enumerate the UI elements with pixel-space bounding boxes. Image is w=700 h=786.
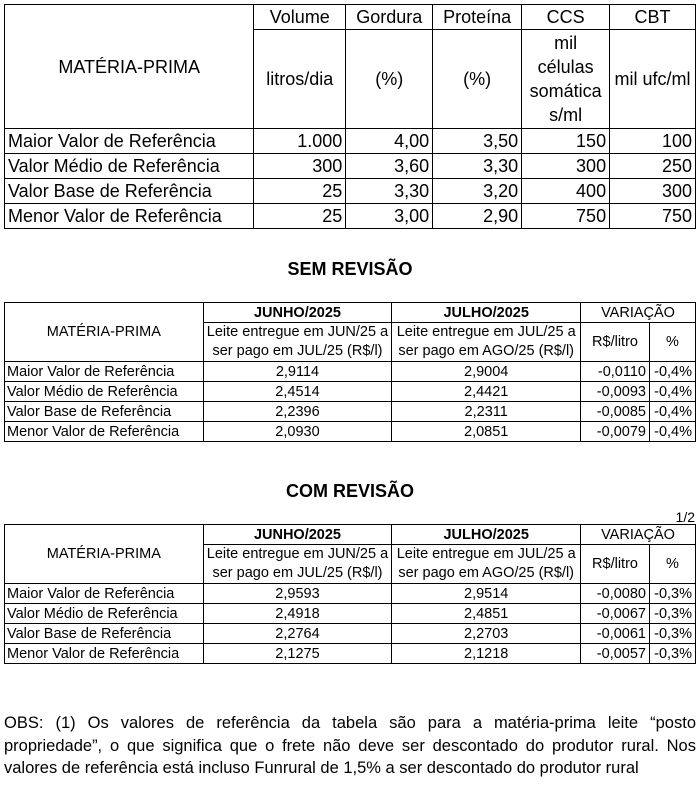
cell-july: 2,0851	[392, 422, 581, 442]
cell-ccs: 300	[522, 154, 610, 179]
col-proteina: Proteína	[433, 5, 522, 30]
table-row	[5, 179, 696, 204]
page-number: 1/2	[675, 509, 695, 525]
month-june: JUNHO/2025	[203, 525, 392, 545]
cell-june: 2,0930	[203, 422, 392, 442]
cell-cbt: 300	[610, 179, 696, 204]
cell-june: 2,9593	[203, 584, 392, 604]
cell-pct: -0,3%	[649, 644, 695, 664]
table-row	[5, 154, 696, 179]
cell-july: 2,2311	[392, 402, 581, 422]
unit-volume: litros/dia	[254, 30, 346, 129]
table-row	[5, 204, 696, 229]
section-title-com-revisao: COM REVISÃO	[285, 481, 414, 501]
materia-prima-header: MATÉRIA-PRIMA	[5, 525, 204, 584]
cell-july: 2,4851	[392, 604, 581, 624]
cell-proteina: 3,20	[433, 179, 522, 204]
cell-variation: -0,0061	[581, 624, 650, 644]
col-ccs: CCS	[522, 5, 610, 30]
cell-pct: -0,4%	[649, 422, 695, 442]
cell-june: 2,1275	[203, 644, 392, 664]
cell-cbt: 250	[610, 154, 696, 179]
month-july: JULHO/2025	[392, 303, 581, 323]
cell-gordura: 4,00	[346, 129, 433, 154]
row-label: Maior Valor de Referência	[5, 362, 204, 382]
row-label: Valor Médio de Referência	[5, 154, 254, 179]
variation-unit-rs: R$/litro	[581, 323, 650, 362]
cell-gordura: 3,00	[346, 204, 433, 229]
cell-june: 2,4514	[203, 382, 392, 402]
row-label: Valor Médio de Referência	[5, 382, 204, 402]
cell-volume: 1.000	[254, 129, 346, 154]
unit-gordura: (%)	[346, 30, 433, 129]
unit-cbt: mil ufc/ml	[610, 30, 696, 129]
cell-july: 2,9514	[392, 584, 581, 604]
cell-volume: 300	[254, 154, 346, 179]
unit-ccs: mil células somática s/ml	[522, 30, 610, 129]
col-cbt: CBT	[610, 5, 696, 30]
row-label: Valor Base de Referência	[5, 624, 204, 644]
col-volume: Volume	[254, 5, 346, 30]
variation-unit-pct: %	[649, 323, 695, 362]
row-label: Menor Valor de Referência	[5, 422, 204, 442]
desc-july: Leite entregue em JUL/25 a ser pago em AGO/25 (R$/l)	[392, 323, 581, 362]
cell-variation: -0,0085	[581, 402, 650, 422]
row-label: Valor Médio de Referência	[5, 604, 204, 624]
cell-proteina: 2,90	[433, 204, 522, 229]
row-label: Valor Base de Referência	[5, 179, 254, 204]
unit-proteina: (%)	[433, 30, 522, 129]
cell-june: 2,2396	[203, 402, 392, 422]
cell-july: 2,1218	[392, 644, 581, 664]
table-row	[5, 129, 696, 154]
cell-ccs: 400	[522, 179, 610, 204]
materia-prima-header: MATÉRIA-PRIMA	[5, 303, 204, 362]
row-label: Menor Valor de Referência	[5, 644, 204, 664]
table-row	[5, 584, 696, 604]
cell-pct: -0,3%	[649, 584, 695, 604]
desc-june: Leite entregue em JUN/25 a ser pago em JUL/25 (R$/l)	[203, 323, 392, 362]
table-row	[5, 422, 696, 442]
cell-cbt: 750	[610, 204, 696, 229]
cell-volume: 25	[254, 204, 346, 229]
cell-variation: -0,0093	[581, 382, 650, 402]
sem-revisao-table	[4, 302, 696, 442]
cell-variation: -0,0110	[581, 362, 650, 382]
variation-header: VARIAÇÃO	[581, 303, 696, 323]
table-row	[5, 644, 696, 664]
cell-pct: -0,4%	[649, 382, 695, 402]
cell-pct: -0,4%	[649, 362, 695, 382]
row-label: Valor Base de Referência	[5, 402, 204, 422]
section-title-sem-revisao: SEM REVISÃO	[287, 259, 413, 279]
cell-june: 2,9114	[203, 362, 392, 382]
cell-variation: -0,0080	[581, 584, 650, 604]
cell-pct: -0,3%	[649, 604, 695, 624]
cell-cbt: 100	[610, 129, 696, 154]
month-july: JULHO/2025	[392, 525, 581, 545]
cell-variation: -0,0057	[581, 644, 650, 664]
month-june: JUNHO/2025	[203, 303, 392, 323]
cell-ccs: 150	[522, 129, 610, 154]
cell-july: 2,9004	[392, 362, 581, 382]
desc-june: Leite entregue em JUN/25 a ser pago em JUL/25 (R$/l)	[203, 545, 392, 584]
materia-prima-header: MATÉRIA-PRIMA	[5, 5, 254, 129]
cell-variation: -0,0079	[581, 422, 650, 442]
table-row	[5, 624, 696, 644]
cell-july: 2,4421	[392, 382, 581, 402]
cell-proteina: 3,30	[433, 154, 522, 179]
cell-pct: -0,3%	[649, 624, 695, 644]
cell-volume: 25	[254, 179, 346, 204]
cell-variation: -0,0067	[581, 604, 650, 624]
row-label: Maior Valor de Referência	[5, 129, 254, 154]
variation-unit-rs: R$/litro	[581, 545, 650, 584]
row-label: Maior Valor de Referência	[5, 584, 204, 604]
variation-unit-pct: %	[649, 545, 695, 584]
cell-june: 2,4918	[203, 604, 392, 624]
com-revisao-table	[4, 524, 696, 664]
row-label: Menor Valor de Referência	[5, 204, 254, 229]
col-gordura: Gordura	[346, 5, 433, 30]
cell-june: 2,2764	[203, 624, 392, 644]
table-row	[5, 402, 696, 422]
cell-gordura: 3,60	[346, 154, 433, 179]
desc-july: Leite entregue em JUL/25 a ser pago em AGO/25 (R$/l)	[392, 545, 581, 584]
cell-july: 2,2703	[392, 624, 581, 644]
reference-parameters-table	[4, 4, 696, 229]
cell-ccs: 750	[522, 204, 610, 229]
cell-gordura: 3,30	[346, 179, 433, 204]
cell-proteina: 3,50	[433, 129, 522, 154]
table-row	[5, 604, 696, 624]
observation-note: OBS: (1) Os valores de referência da tabela são para a matéria-prima leite “posto propriedade”, o que significa que o frete não deve ser descontado do produtor rural. Nos valores de referência está incluso Funrural de 1,5% a ser descontado do produtor rural	[4, 714, 696, 777]
cell-pct: -0,4%	[649, 402, 695, 422]
table-row	[5, 382, 696, 402]
variation-header: VARIAÇÃO	[581, 525, 696, 545]
table-row	[5, 362, 696, 382]
